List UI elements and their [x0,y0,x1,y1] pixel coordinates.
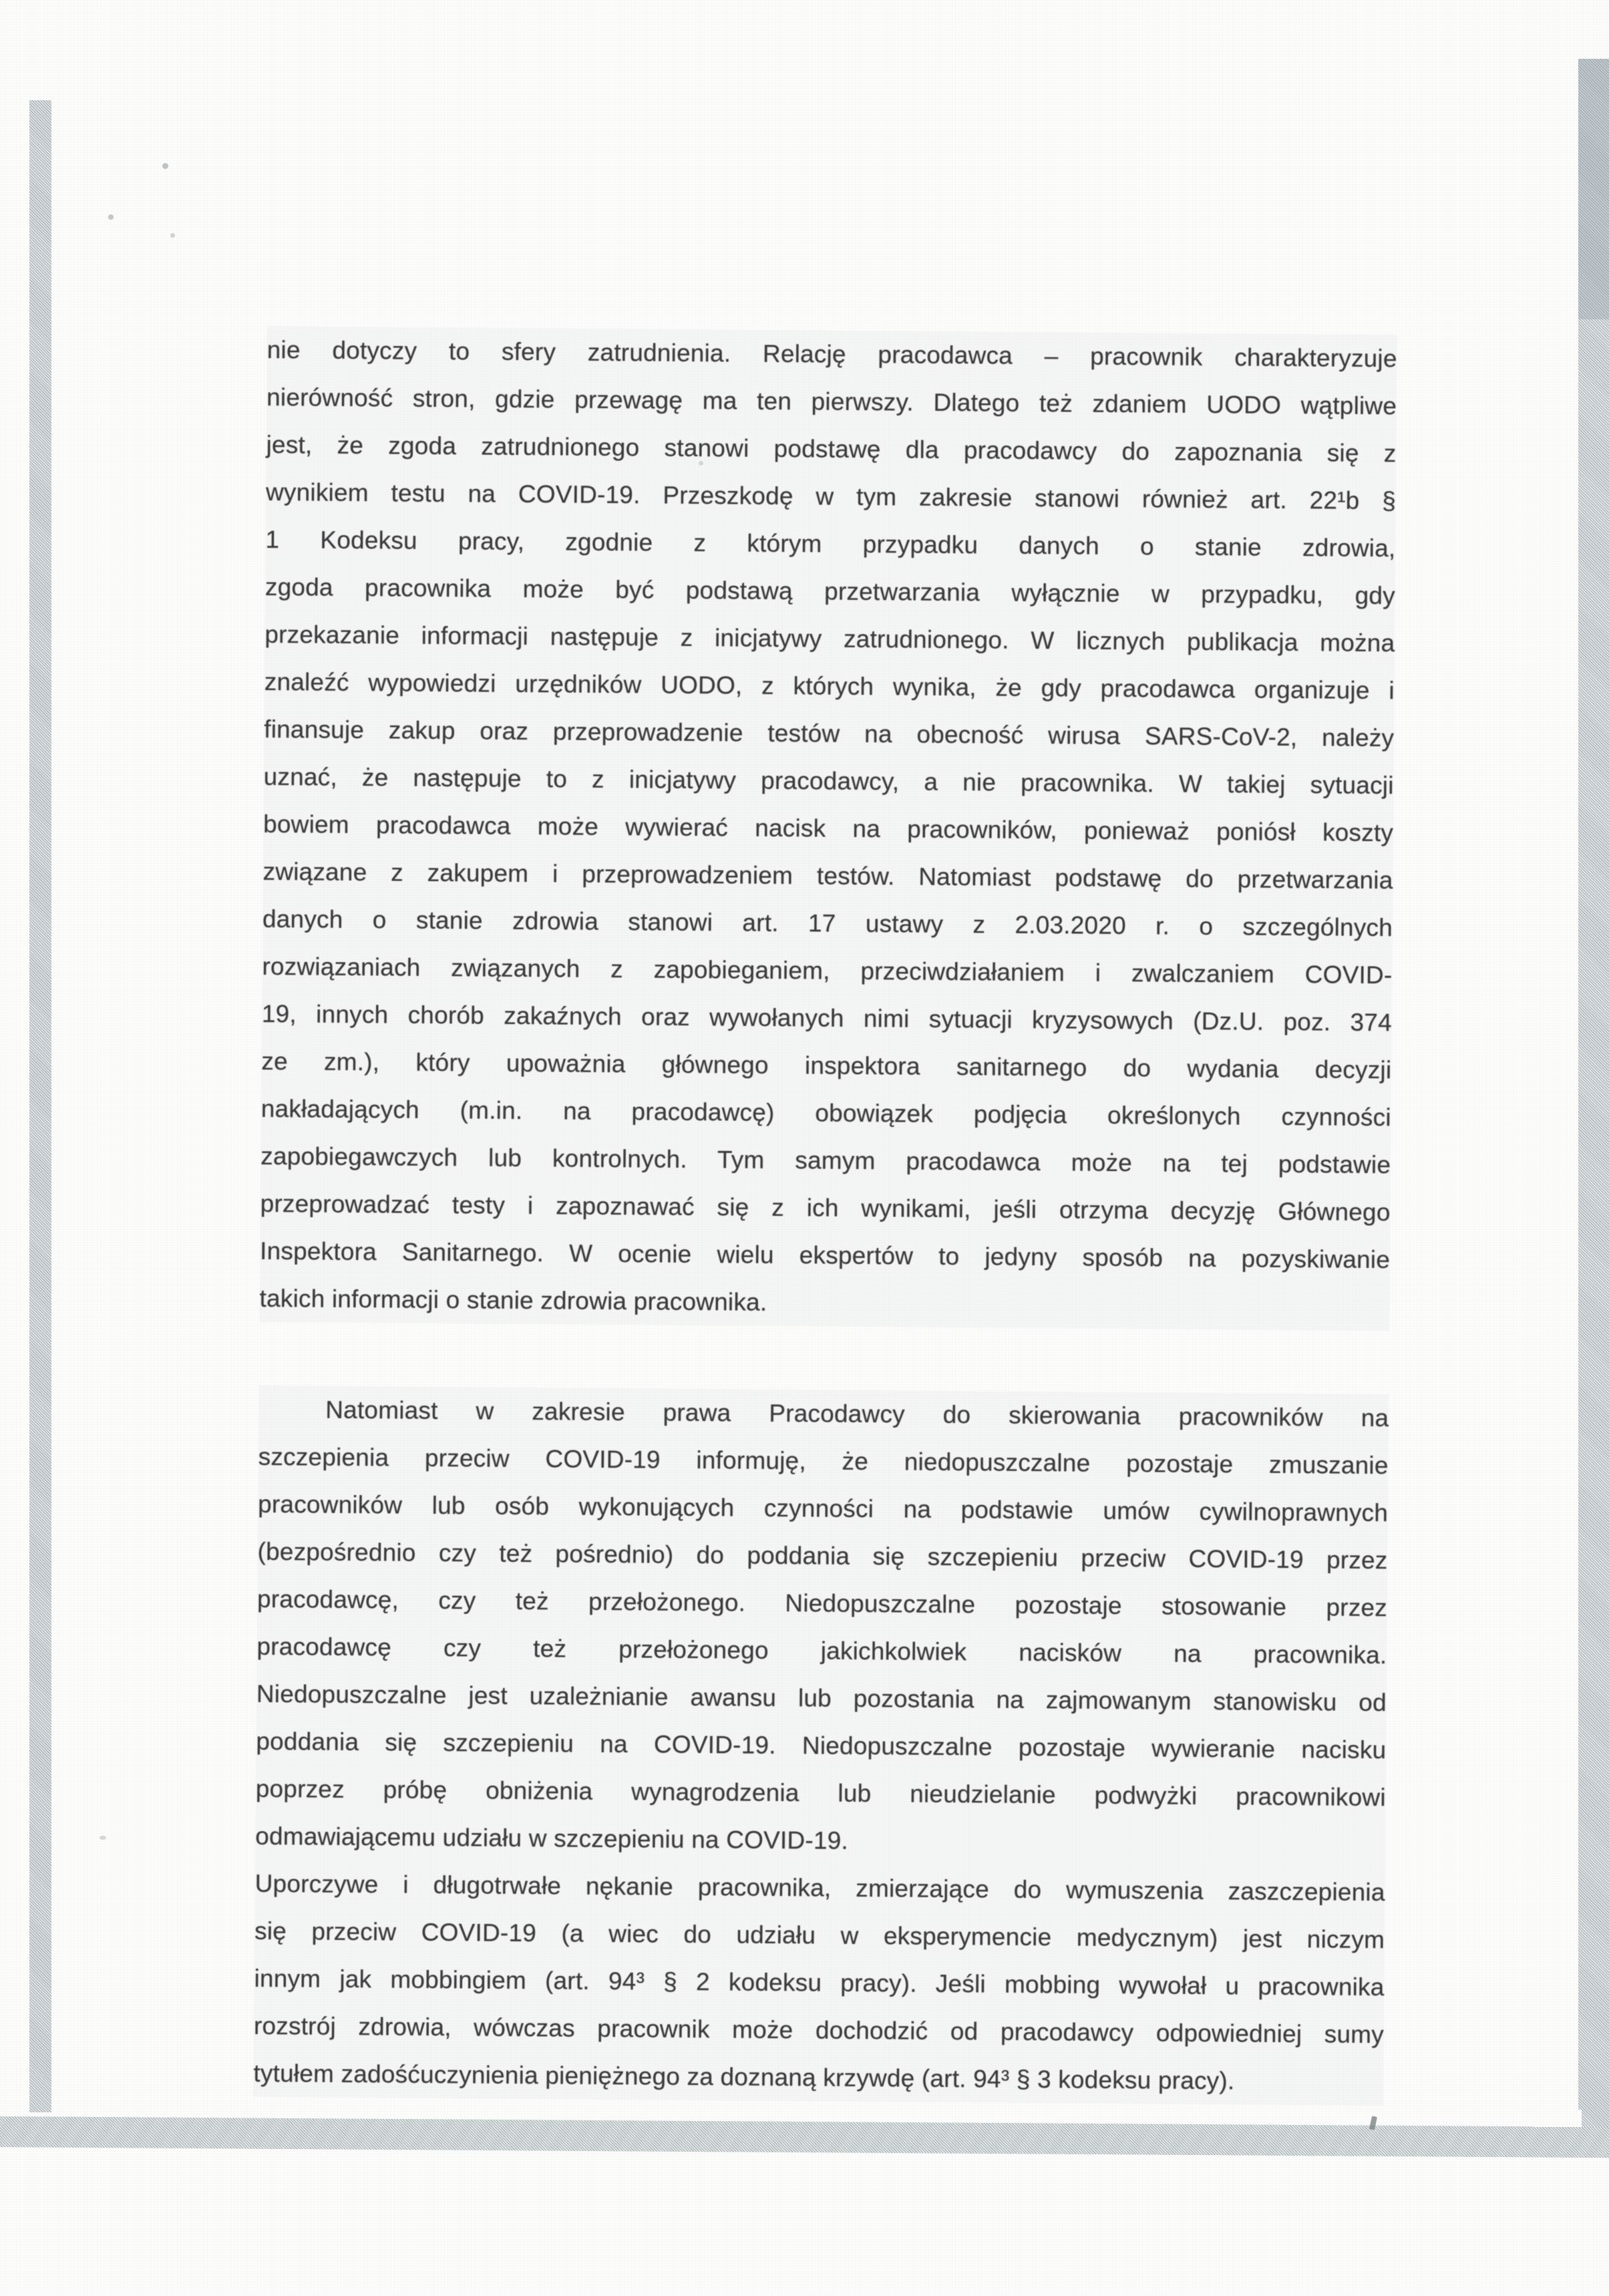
scan-streak-right [1578,59,1609,2156]
ink-speck [162,163,168,169]
scan-band-notch [1534,2110,1582,2127]
text-line: się przeciw COVID-19 (a wiec do udziału w eksperymencie medycznym) jest niczym [254,1907,1385,1963]
text-line: odmawiającemu udziału w szczepieniu na COVID-19. [255,1812,1386,1868]
scan-streak-left [29,100,51,2112]
scan-band-bottom [0,2116,1609,2158]
text-line: Natomiast w zakresie prawa Pracodawcy do skierowania pracowników na [258,1385,1389,1442]
text-line: takich informacji o stanie zdrowia pracownika. [259,1275,1390,1331]
text-line: zgoda pracownika może być podstawą przetwarzania wyłącznie w przypadku, gdy [265,563,1396,619]
text-line: pracowników lub osób wykonujących czynności na podstawie umów cywilnoprawnych [258,1480,1389,1536]
text-line: poprzez próbę obniżenia wynagrodzenia lub nieudzielanie podwyżki pracownikowi [256,1765,1387,1821]
ink-speck [170,233,175,238]
text-line: przeprowadzać testy i zapoznawać się z ich wynikami, jeśli otrzyma decyzję Głównego [260,1180,1391,1236]
text-line: bowiem pracodawca może wywierać nacisk na pracowników, ponieważ poniósł koszty [263,800,1394,856]
text-line: przekazanie informacji następuje z inicjatywy zatrudnionego. W licznych publikacja można [264,611,1395,667]
text-line: rozstrój zdrowia, wówczas pracownik może dochodzić od pracodawcy odpowiedniej sumy [254,2002,1385,2058]
text-line: Niedopuszczalne jest uzależnianie awansu lub pozostania na zajmowanym stanowisku od [256,1670,1387,1726]
ink-speck [100,1836,106,1840]
paragraph-3 [253,1860,1385,2106]
text-line: Inspektora Sanitarnego. W ocenie wielu ekspertów to jedyny sposób na pozyskiwanie [260,1227,1391,1283]
text-line: innym jak mobbingiem (art. 94³ § 2 kodeksu pracy). Jeśli mobbing wywołał u pracownika [254,1955,1385,2011]
text-line: pracodawcę, czy też przełożonego. Niedopuszczalne pozostaje stosowanie przez [257,1575,1388,1631]
text-line: poddania się szczepieniu na COVID-19. Niedopuszczalne pozostaje wywieranie nacisku [256,1717,1387,1774]
text-line: pracodawcę czy też przełożonego jakichkolwiek nacisków na pracownika. [256,1623,1387,1679]
paragraph-2 [255,1385,1389,1868]
text-line: szczepienia przeciw COVID-19 informuję, że niedopuszczalne pozostaje zmuszanie [258,1433,1389,1489]
text-line: jest, że zgoda zatrudnionego stanowi podstawę dla pracodawcy do zapoznania się z [266,421,1397,477]
text-line: związane z zakupem i przeprowadzeniem testów. Natomiast podstawę do przetwarzania [262,848,1393,904]
text-line: (bezpośrednio czy też pośrednio) do poddania się szczepieniu przeciw COVID-19 przez [257,1528,1388,1584]
scan-streak-right-dark-top [1578,59,1609,319]
text-line: tytułem zadośćuczynienia pieniężnego za doznaną krzywdę (art. 94³ § 3 kodeksu pracy). [253,2049,1384,2106]
text-line: Uporczywe i długotrwałe nękanie pracownika, zmierzające do wymuszenia zaszczepienia [254,1860,1385,1916]
text-line: nierówność stron, gdzie przewagę ma ten pierwszy. Dlatego też zdaniem UODO wątpliwe [266,373,1397,430]
text-line: wynikiem testu na COVID-19. Przeszkodę w tym zakresie stanowi również art. 22¹b § [266,468,1397,524]
text-line: zapobiegawczych lub kontrolnych. Tym samym pracodawca może na tej podstawie [260,1132,1391,1188]
text-line: danych o stanie zdrowia stanowi art. 17 ustawy z 2.03.2020 r. o szczególnych [262,895,1393,951]
paragraph-1 [259,326,1397,1331]
text-line: nie dotyczy to sfery zatrudnienia. Relację pracodawca – pracownik charakteryzuje [266,326,1397,382]
text-line: 1 Kodeksu pracy, zgodnie z którym przypadku danych o stanie zdrowia, [265,516,1396,572]
text-line: finansuje zakup oraz przeprowadzenie testów na obecność wirusa SARS-CoV-2, należy [264,705,1395,762]
text-line: uznać, że następuje to z inicjatywy pracodawcy, a nie pracownika. W takiej sytuacji [263,753,1394,809]
text-line: rozwiązaniach związanych z zapobieganiem, przeciwdziałaniem i zwalczaniem COVID- [262,943,1393,999]
text-line: ze zm.), który upoważnia głównego inspektora sanitarnego do wydania decyzji [261,1037,1392,1094]
document-text [253,326,1397,2106]
text-line: znaleźć wypowiedzi urzędników UODO, z których wynika, że gdy pracodawca organizuje i [264,658,1395,714]
ink-speck [108,214,114,220]
text-line: 19, innych chorób zakaźnych oraz wywołanych nimi sytuacji kryzysowych (Dz.U. poz. 374 [262,990,1393,1046]
text-line: nakładających (m.in. na pracodawcę) obowiązek podjęcia określonych czynności [261,1085,1392,1141]
